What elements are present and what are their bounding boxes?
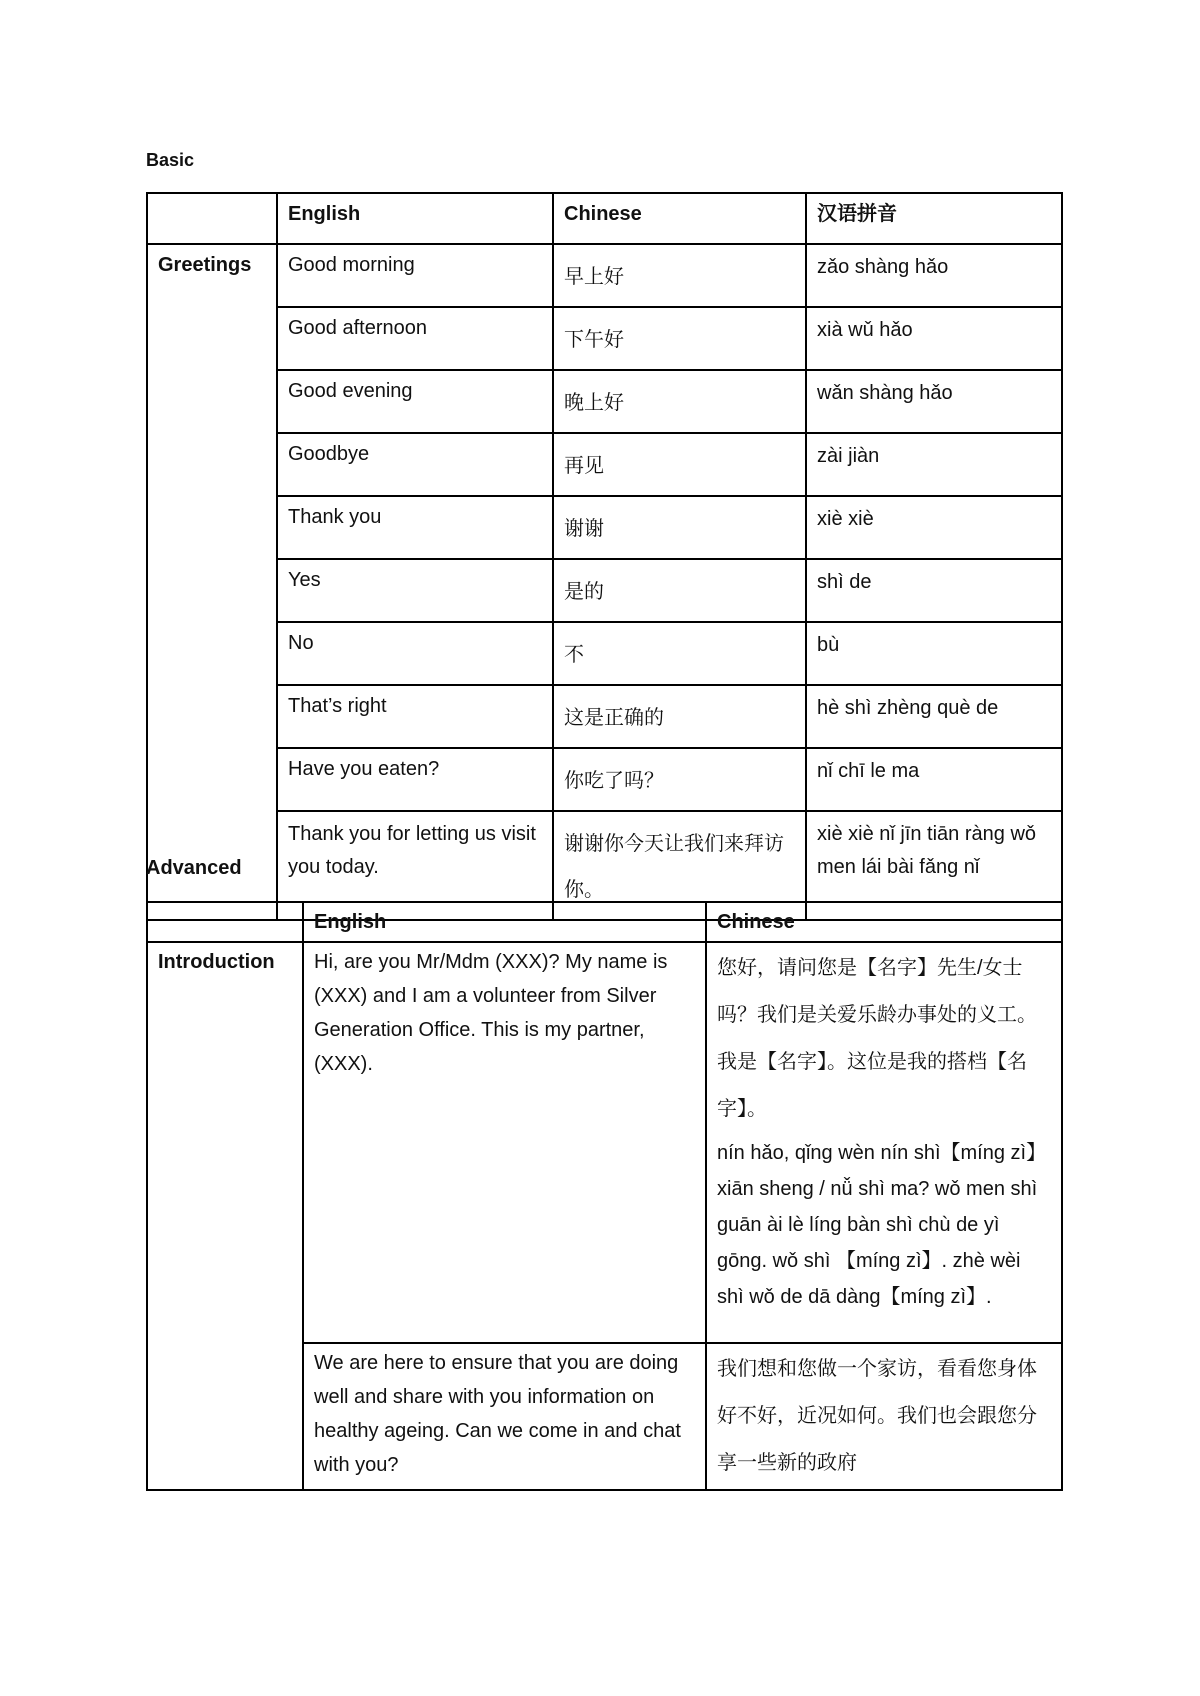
english-cell: Thank you for letting us visit you today. — [277, 811, 553, 920]
pinyin-cell: zǎo shàng hǎo — [806, 244, 1062, 307]
header-blank — [147, 193, 277, 244]
table-row — [147, 496, 1062, 559]
pinyin-cell: hè shì zhèng què de — [806, 685, 1062, 748]
pinyin-cell: xiè xiè — [806, 496, 1062, 559]
header-blank — [147, 902, 303, 942]
table-header-row — [147, 902, 1062, 942]
chinese-cell — [706, 942, 1062, 1343]
english-cell: Good evening — [277, 370, 553, 433]
pinyin-cell: xià wǔ hǎo — [806, 307, 1062, 370]
english-cell: That’s right — [277, 685, 553, 748]
pinyin-text: nín hǎo, qǐng wèn nín shì【míng zì】xiān sheng / nǚ shì ma? wǒ men shì guān ài lè líng bàn shì chù de yì gōng. wǒ shì 【míng zì】. zhè wèi shì wǒ de dā dàng【míng zì】. — [717, 1142, 1047, 1308]
english-cell: Thank you — [277, 496, 553, 559]
table-row — [147, 433, 1062, 496]
english-cell: Good afternoon — [277, 307, 553, 370]
pinyin-cell: xiè xiè nǐ jīn tiān ràng wǒ men lái bài fǎng nǐ — [806, 811, 1062, 920]
table-row — [147, 559, 1062, 622]
header-pinyin: 汉语拼音 — [806, 193, 1062, 244]
pinyin-cell: bù — [806, 622, 1062, 685]
basic-heading: Basic — [146, 150, 195, 170]
advanced-heading: Advanced — [146, 857, 242, 879]
table-row — [147, 942, 1062, 1343]
english-cell: Hi, are you Mr/Mdm (XXX)? My name is (XXX) and I am a volunteer from Silver Generation Office. This is my partner, (XXX). — [303, 942, 706, 1343]
header-english: English — [303, 902, 706, 942]
pinyin-cell: shì de — [806, 559, 1062, 622]
english-cell: We are here to ensure that you are doing well and share with you information on healthy ageing. Can we come in and chat with you? — [303, 1343, 706, 1490]
pinyin-cell: wǎn shàng hǎo — [806, 370, 1062, 433]
english-cell: Have you eaten? — [277, 748, 553, 811]
header-chinese: Chinese — [706, 902, 1062, 942]
pinyin-cell: zài jiàn — [806, 433, 1062, 496]
chinese-cell: 是的 — [553, 559, 806, 622]
category-greetings: Greetings — [147, 244, 277, 920]
table-row — [147, 748, 1062, 811]
table-row — [147, 685, 1062, 748]
table-row — [147, 370, 1062, 433]
chinese-cell: 晚上好 — [553, 370, 806, 433]
english-cell: Yes — [277, 559, 553, 622]
pinyin-cell: nǐ chī le ma — [806, 748, 1062, 811]
chinese-cell: 你吃了吗？ — [553, 748, 806, 811]
table-row — [147, 244, 1062, 307]
english-cell: Goodbye — [277, 433, 553, 496]
chinese-cell: 早上好 — [553, 244, 806, 307]
chinese-cell: 我们想和您做一个家访，看看您身体好不好，近况如何。我们也会跟您分享一些新的政府 — [706, 1343, 1062, 1490]
table-header-row — [147, 193, 1062, 244]
chinese-text: 您好，请问您是【名字】先生/女士 吗？我们是关爱乐龄办事处的义工。我是【名字】。这位是我的搭档【名字】。 — [717, 957, 1037, 1120]
chinese-cell: 谢谢 — [553, 496, 806, 559]
header-chinese: Chinese — [553, 193, 806, 244]
english-cell: No — [277, 622, 553, 685]
basic-vocabulary-table — [146, 192, 1063, 921]
chinese-cell: 不 — [553, 622, 806, 685]
chinese-cell: 这是正确的 — [553, 685, 806, 748]
category-introduction: Introduction — [147, 942, 303, 1490]
chinese-cell: 谢谢你今天让我们来拜访你。 — [553, 811, 806, 920]
advanced-phrases-table — [146, 901, 1063, 1491]
table-row — [147, 622, 1062, 685]
chinese-cell: 下午好 — [553, 307, 806, 370]
table-row — [147, 307, 1062, 370]
header-english: English — [277, 193, 553, 244]
english-cell: Good morning — [277, 244, 553, 307]
chinese-cell: 再见 — [553, 433, 806, 496]
